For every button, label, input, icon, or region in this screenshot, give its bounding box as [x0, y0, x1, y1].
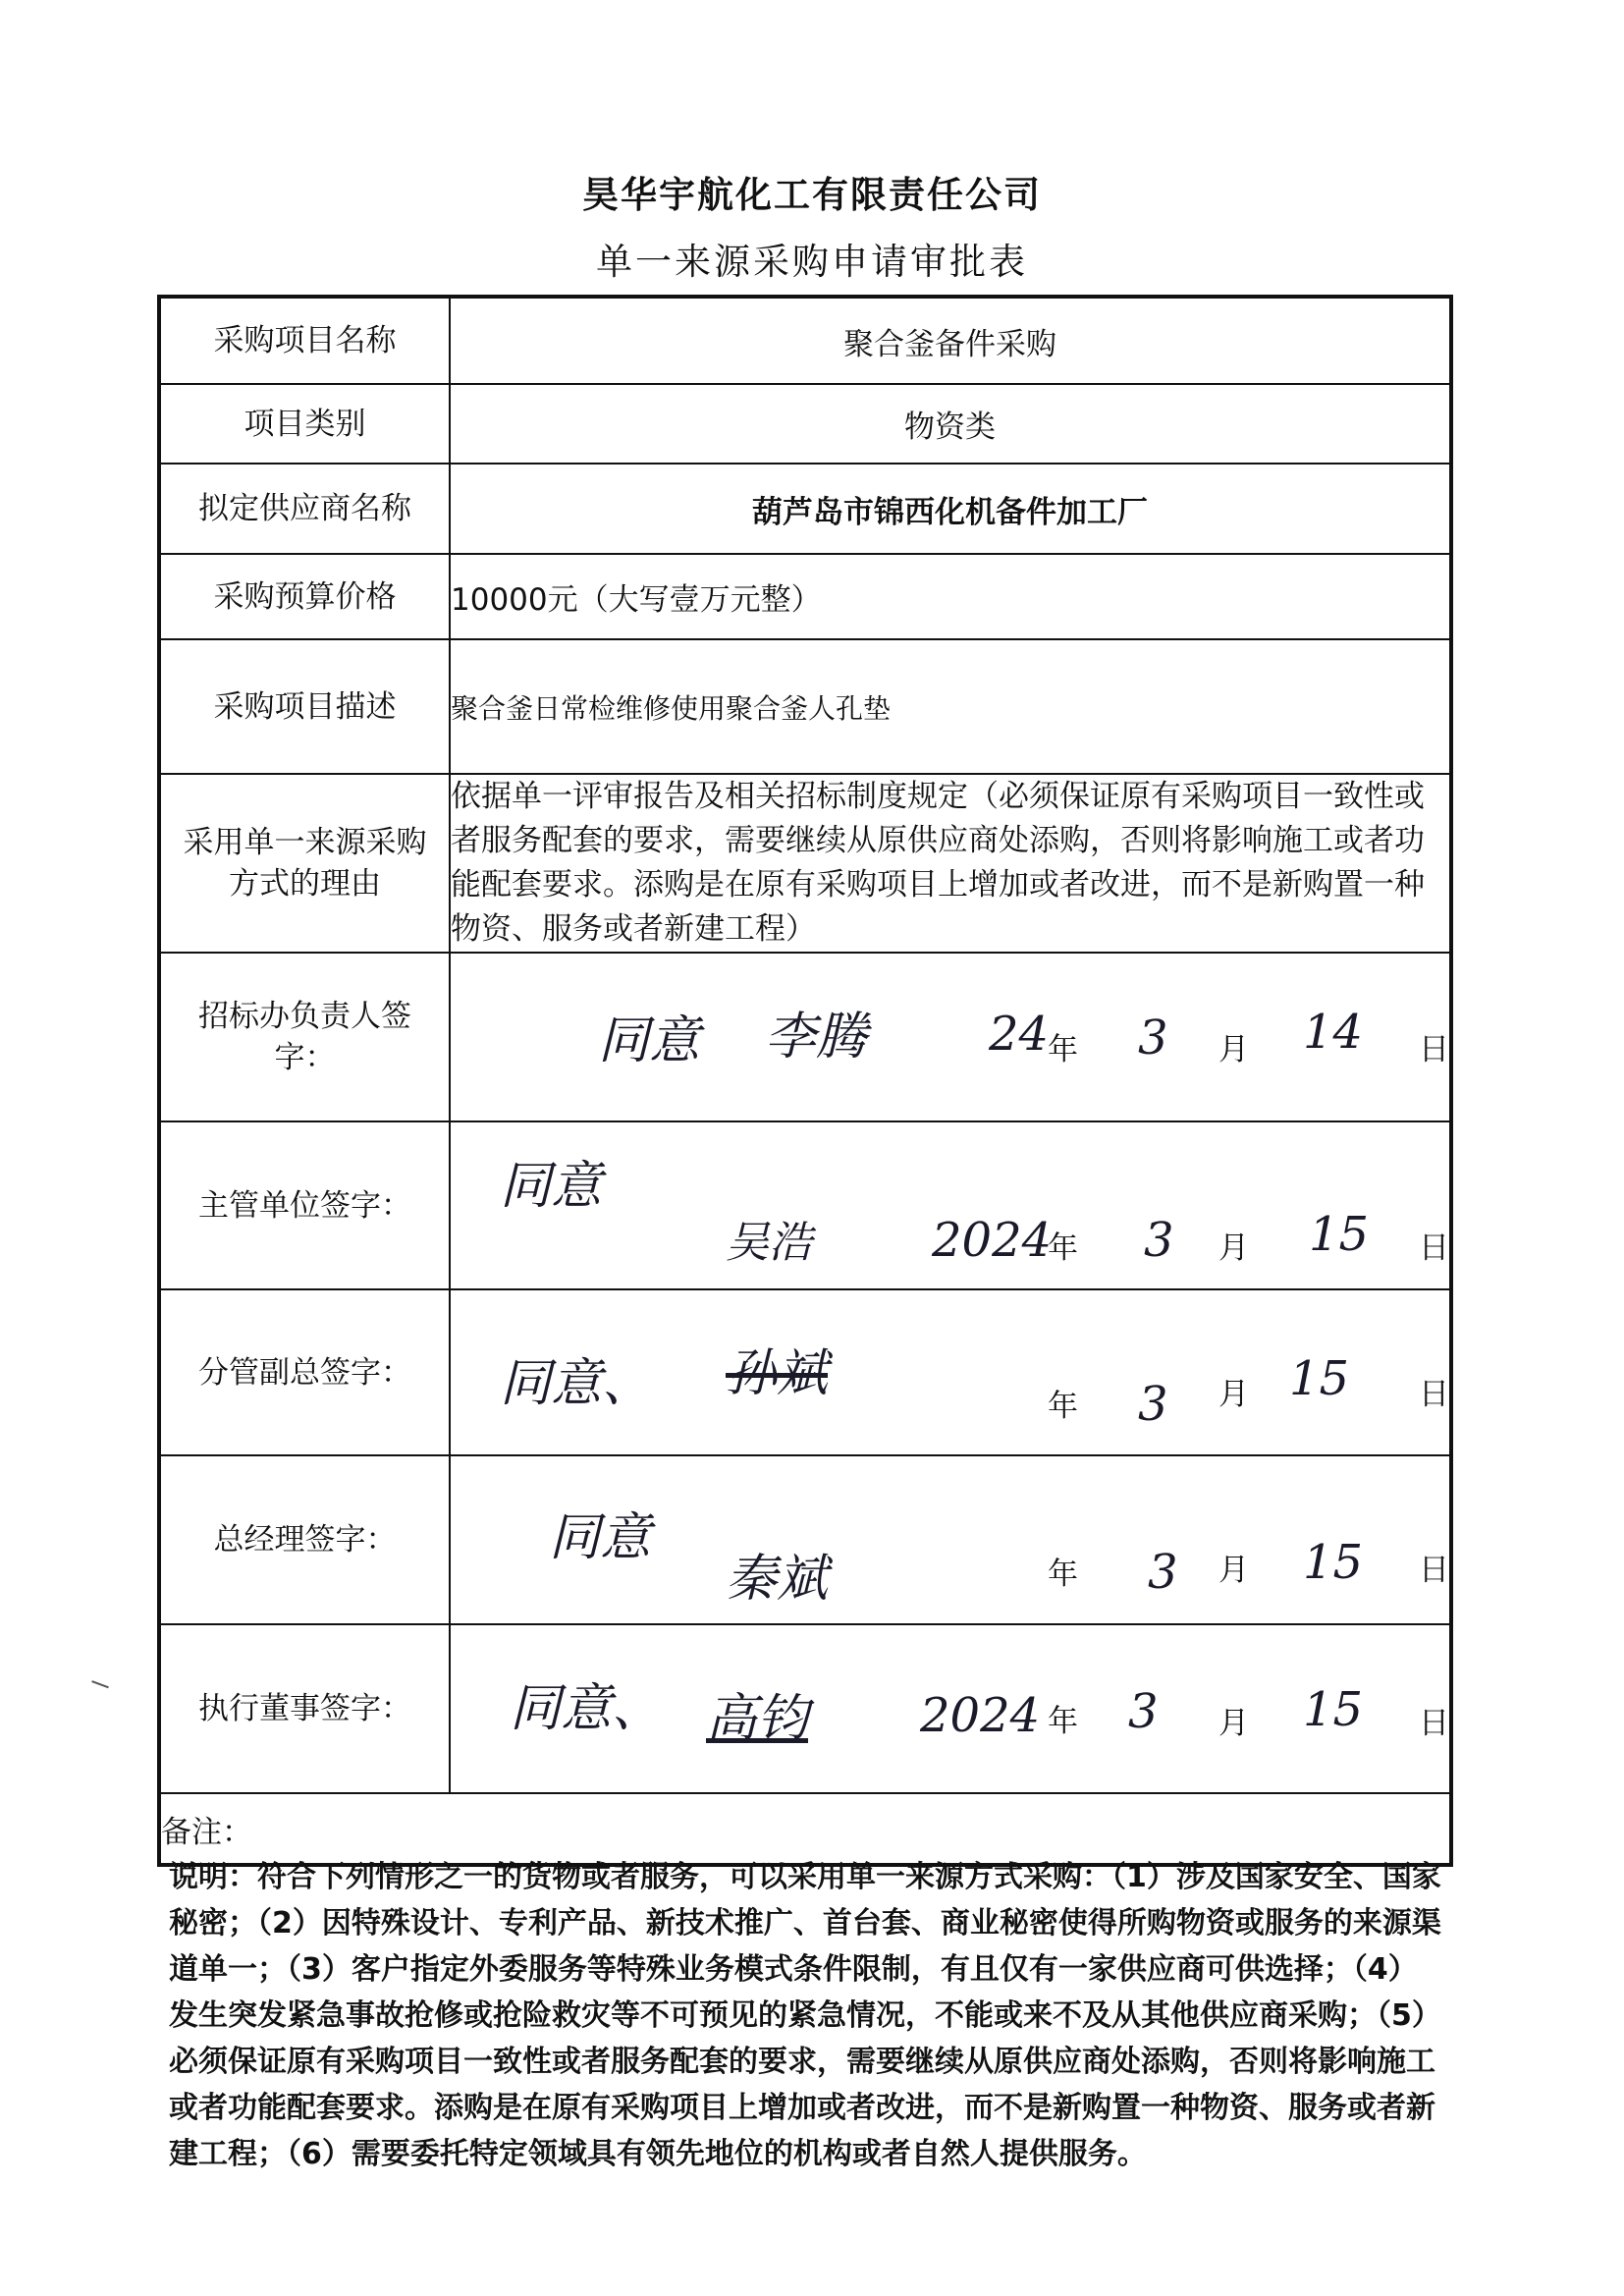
- date-year-unit: 年: [1048, 1557, 1078, 1592]
- form-title: 单一来源采购申请审批表: [596, 241, 1028, 283]
- date-day-unit: 日: [1419, 1032, 1449, 1067]
- handwritten-signature: 吴浩: [726, 1218, 812, 1268]
- label-signature-vice-president: 分管副总签字：: [159, 1289, 450, 1455]
- signature-cell-supervisor: [450, 1121, 1451, 1289]
- date-year: 2024: [932, 1213, 1053, 1268]
- date-month-unit: 月: [1218, 1553, 1249, 1588]
- label-signature-general-manager: 总经理签字：: [159, 1455, 450, 1624]
- row-description: [159, 639, 1451, 774]
- handwritten-signature: 李腾: [765, 1008, 868, 1066]
- row-signature-general-manager: [159, 1455, 1451, 1624]
- label-supplier: 拟定供应商名称: [159, 464, 450, 554]
- date-month: 3: [1148, 1545, 1178, 1600]
- value-reason: 依据单一评审报告及相关招标制度规定（必须保证原有采购项目一致性或者服务配套的要求，需要继续从原供应商处添购，否则将影响施工或者功能配套要求。添购是在原有采购项目上增加或者改进，而不是新购置一种物资、服务或者新建工程）: [450, 774, 1451, 953]
- value-category: 物资类: [450, 384, 1451, 464]
- handwritten-signature: 秦斌: [726, 1550, 829, 1609]
- label-signature-supervisor: 主管单位签字：: [159, 1121, 450, 1289]
- date-year-unit: 年: [1048, 1032, 1078, 1067]
- date-day-unit: 日: [1419, 1230, 1449, 1266]
- handwritten-signature: 高钧: [706, 1689, 809, 1748]
- date-day: 14: [1303, 1005, 1364, 1060]
- date-day-unit: 日: [1419, 1706, 1449, 1741]
- label-category: 项目类别: [159, 384, 450, 464]
- handwritten-opinion: 同意、: [500, 1354, 654, 1413]
- row-budget: [159, 554, 1451, 639]
- date-year: 24: [989, 1007, 1050, 1062]
- row-signature-bid-office: [159, 953, 1451, 1121]
- value-project-name: 聚合釜备件采购: [450, 297, 1451, 384]
- date-month-unit: 月: [1218, 1377, 1249, 1412]
- handwritten-opinion: 同意、: [510, 1679, 664, 1738]
- date-day: 15: [1289, 1351, 1350, 1406]
- date-month-unit: 月: [1218, 1706, 1249, 1741]
- handwritten-signature: 孙斌: [726, 1344, 829, 1403]
- date-day: 15: [1303, 1682, 1364, 1737]
- row-signature-vice-president: [159, 1289, 1451, 1455]
- scan-mark: [89, 1680, 109, 1694]
- label-description: 采购项目描述: [159, 639, 450, 774]
- label-budget: 采购预算价格: [159, 554, 450, 639]
- row-project-name: [159, 297, 1451, 384]
- date-month: 3: [1144, 1213, 1174, 1268]
- approval-form-table: [157, 295, 1453, 1867]
- value-supplier: 葫芦岛市锦西化机备件加工厂: [450, 464, 1451, 554]
- value-budget: 10000元（大写壹万元整）: [450, 554, 1451, 639]
- date-day-unit: 日: [1419, 1377, 1449, 1412]
- handwritten-opinion: 同意: [500, 1157, 603, 1216]
- company-name: 昊华宇航化工有限责任公司: [582, 174, 1042, 216]
- date-year: 2024: [920, 1688, 1041, 1743]
- date-year-unit: 年: [1048, 1704, 1078, 1739]
- label-reason-line1: 采用单一来源采购: [183, 825, 427, 860]
- row-reason: [159, 774, 1451, 953]
- date-month-unit: 月: [1218, 1230, 1249, 1266]
- date-month: 3: [1138, 1011, 1168, 1066]
- row-category: [159, 384, 1451, 464]
- signature-cell-bid-office: [450, 953, 1451, 1121]
- label-reason: [159, 774, 450, 953]
- label-signature-bid-office: [159, 953, 450, 1121]
- date-month-unit: 月: [1218, 1032, 1249, 1067]
- date-month: 3: [1128, 1684, 1159, 1739]
- label-reason-line2: 方式的理由: [229, 866, 381, 902]
- signature-cell-general-manager: [450, 1455, 1451, 1624]
- handwritten-opinion: 同意: [549, 1508, 652, 1567]
- row-supplier: [159, 464, 1451, 554]
- handwritten-opinion: 同意: [598, 1011, 701, 1070]
- date-day-unit: 日: [1419, 1553, 1449, 1588]
- signature-cell-executive-director: [450, 1624, 1451, 1793]
- remark-cell: 备注：: [159, 1793, 1451, 1865]
- label-project-name: 采购项目名称: [159, 297, 450, 384]
- date-month: 3: [1138, 1377, 1168, 1432]
- date-day: 15: [1303, 1535, 1364, 1590]
- date-year-unit: 年: [1048, 1389, 1078, 1424]
- explanation-note: 说明：符合下列情形之一的货物或者服务，可以采用单一来源方式采购：（1）涉及国家安全、国家秘密；（2）因特殊设计、专利产品、新技术推广、首台套、商业秘密使得所购物资或服务的来源渠道单一；（3）客户指定外委服务等特殊业务模式条件限制，有且仅有一家供应商可供选择；（4）发生突发紧急事故抢修或抢险救灾等不可预见的紧急情况，不能或来不及从其他供应商采购；（5）必须保证原有采购项目一致性或者服务配套的要求，需要继续从原供应商处添购，否则将影响施工或者功能配套要求。添购是在原有采购项目上增加或者改进，而不是新购置一种物资、服务或者新建工程；（6）需要委托特定领域具有领先地位的机构或者自然人提供服务。: [169, 1860, 1441, 2171]
- signature-cell-vice-president: [450, 1289, 1451, 1455]
- label-signature-executive-director: 执行董事签字：: [159, 1624, 450, 1793]
- value-description: 聚合釜日常检维修使用聚合釜人孔垫: [450, 639, 1451, 774]
- row-signature-supervisor: [159, 1121, 1451, 1289]
- label-signature-line1: 招标办负责人签: [198, 999, 411, 1034]
- date-day: 15: [1309, 1207, 1370, 1262]
- row-signature-executive-director: [159, 1624, 1451, 1793]
- label-signature-line2: 字：: [274, 1040, 336, 1075]
- date-year-unit: 年: [1048, 1230, 1078, 1266]
